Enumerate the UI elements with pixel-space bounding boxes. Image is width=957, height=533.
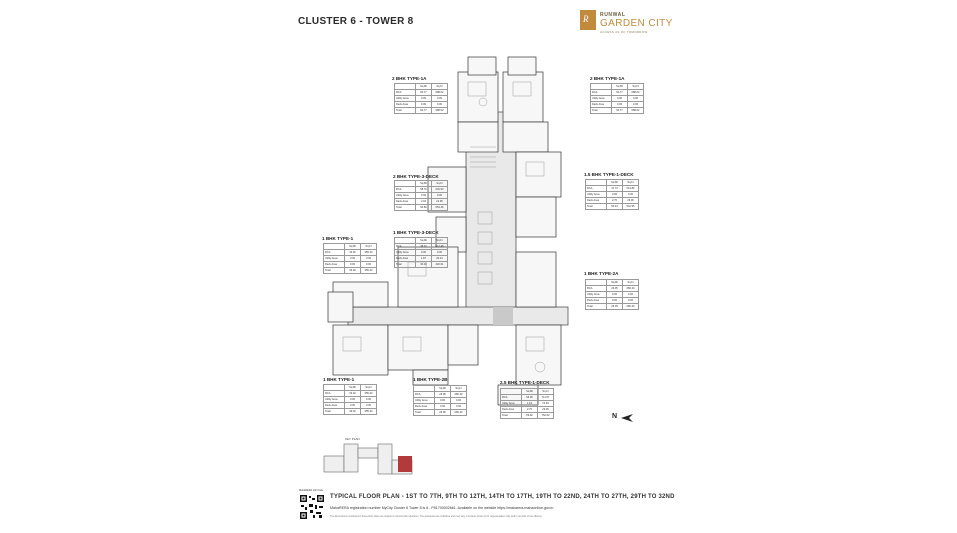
table-cell: Deck Area [414,404,435,410]
table-cell: Total [586,304,607,310]
table-cell: 60.77 [612,90,628,96]
brand-line-3: ACCESS AS OF TOMORROW [600,30,648,34]
table-cell: Total [586,204,607,210]
table-header: Sq.Mt [416,84,432,90]
table-cell: Sq.Mt [345,385,361,391]
unit-area-table [394,237,448,268]
table-cell: 688.02 [432,108,448,114]
table-cell: 0.00 [432,193,448,199]
table-cell: 2.04 [416,199,432,205]
table-cell: Sq.Ft [623,180,639,186]
unit-title: 1 BHK TYPE-1 [322,236,354,241]
table-cell: 38.32 [416,244,432,250]
table-cell: Sq.Mt [612,84,628,90]
table-cell: 432.61 [432,262,448,268]
table-cell: 355.43 [361,391,377,397]
table-cell: Deck Area [324,403,345,409]
floor-plan-drawing [318,52,588,432]
table-cell: Deck Area [395,199,416,205]
table-cell: Utility Area [501,401,522,407]
table-cell: Deck Area [501,407,522,413]
table-cell: 542.95 [623,204,639,210]
unit-area-table [394,180,448,211]
table-cell: Sq.Mt [435,386,451,392]
table-cell: 513.89 [623,186,639,192]
table-cell: Deck Area [395,102,416,108]
table-cell: RCA [324,391,345,397]
table-cell: 26.05 [607,286,623,292]
maharera-registration: MahaRERA registration number MyCity Cluster 6 Tower 8 is 8 - P51700002661. Available on the website https://maharera.mahaonline.gov.in [330,506,554,510]
page-title: CLUSTER 6 - TOWER 8 [298,16,414,27]
north-label: N [612,413,618,420]
table-cell: Sq.Ft [451,386,467,392]
table-cell: Total [395,205,416,211]
table-cell: 33.02 [345,250,361,256]
table-cell: Sq.Mt [345,244,361,250]
table-cell: 0.00 [435,398,451,404]
table-cell: 33.02 [345,409,361,415]
table-cell: Sq.Ft [361,244,377,250]
table-cell: Total [395,262,416,268]
unit-area-table [394,83,448,114]
table-cell: Sq.Ft [538,389,554,395]
table-cell: Total [324,409,345,415]
table-cell: 47.74 [607,186,623,192]
unit-title: 1 BHK TYPE-2B [413,377,448,382]
table-cell: 26.05 [435,410,451,416]
table-cell: 0.00 [607,292,623,298]
table-cell: Utility Area [395,250,416,256]
table-cell: 2.70 [522,407,538,413]
table-cell: Sq.Ft [623,280,639,286]
table-cell: 688.02 [628,90,644,96]
table-cell: 58.76 [416,187,432,193]
table-cell: Utility Area [591,96,612,102]
unit-title: 2.5 BHK TYPE-1-DECK [500,380,550,385]
table-cell: 1.87 [416,256,432,262]
table-cell: Sq.Mt [416,181,432,187]
table-cell: Sq.Mt [607,280,623,286]
key-plan-icon [322,438,422,482]
table-cell: RCA [586,286,607,292]
table-cell: Total [591,108,612,114]
table-cell: Utility Area [414,398,435,404]
unit-area-table [585,179,639,210]
table-cell: 29.06 [538,407,554,413]
table-cell: 0.00 [416,193,432,199]
table-cell: 355.43 [361,268,377,274]
table-cell: Sq.Mt [607,180,623,186]
table-cell: RCA [395,187,416,193]
unit-area-table [323,243,377,274]
table-cell: 0.00 [628,96,644,102]
brand-line-2: GARDEN CITY [600,18,673,29]
unit-area-table [500,388,554,419]
key-plan-label: KEY PLAN [345,437,360,441]
table-cell: Sq.Ft [432,238,448,244]
table-cell: 0.00 [451,404,467,410]
table-cell: 752.62 [538,413,554,419]
table-cell: RCA [586,186,607,192]
table-cell: Sq.Ft [432,181,448,187]
table-cell: 60.80 [416,205,432,211]
table-cell: 280.40 [451,410,467,416]
table-header: Sq.Ft [432,84,448,90]
qr-code-icon[interactable] [299,494,325,520]
table-cell: 0.00 [345,262,361,268]
table-cell: Total [395,108,416,114]
qr-label: MahaRERA QR Code [299,489,324,492]
table-cell: 0.00 [435,404,451,410]
unit-title: 2 BHK TYPE-1A [590,76,625,81]
table-cell: 688.02 [628,108,644,114]
table-cell: 355.43 [361,409,377,415]
table-cell: 0.00 [345,397,361,403]
table-cell: 60.77 [416,108,432,114]
table-cell: Utility Area [395,96,416,102]
table-cell: Total [414,410,435,416]
disclaimer: The dimensions mentioned in these floor plans are subject to construction tolerance. The area/sizes are indicative and may vary. Furniture shown is for representation only and is not part of the offering. [330,515,543,518]
table-cell: 1.16 [522,401,538,407]
table-cell: 2.70 [607,198,623,204]
unit-area-table [413,385,467,416]
table-cell: Deck Area [586,198,607,204]
table-cell: 280.40 [623,286,639,292]
table-cell: Utility Area [586,192,607,198]
table-cell: 0.00 [451,398,467,404]
unit-title: 1 BHK TYPE-1 [323,377,355,382]
table-cell: Utility Area [395,193,416,199]
table-cell: RCA [395,244,416,250]
table-cell: 40.19 [416,262,432,268]
table-cell: 26.05 [607,304,623,310]
table-cell: 632.50 [432,187,448,193]
table-cell: 0.00 [623,292,639,298]
table-cell: 20.13 [432,256,448,262]
table-cell: RCA [395,90,416,96]
table-cell: 711.07 [538,395,554,401]
table-cell: 0.00 [623,192,639,198]
table-cell: 26.05 [435,392,451,398]
table-cell: 50.44 [607,204,623,210]
table-cell: Deck Area [324,262,345,268]
table-cell: 0.00 [432,250,448,256]
table-cell: Deck Area [395,256,416,262]
table-cell: 280.40 [623,304,639,310]
table-cell: 66.06 [522,395,538,401]
typical-floor-plan-caption: TYPICAL FLOOR PLAN - 1ST TO 7TH, 9TH TO 12TH, 14TH TO 17TH, 19TH TO 22ND, 24TH TO 27TH, 29TH TO 32ND [330,494,675,500]
table-cell: 0.00 [607,298,623,304]
table-cell: RCA [501,395,522,401]
table-cell: Total [324,268,345,274]
table-cell: Sq.Ft [361,385,377,391]
table-cell: 0.00 [432,96,448,102]
table-cell: 60.77 [612,108,628,114]
unit-area-table [585,279,639,310]
table-cell: 69.92 [522,413,538,419]
table-cell: 21.96 [432,199,448,205]
unit-area-table [323,384,377,415]
table-cell: RCA [591,90,612,96]
table-cell: RCA [324,250,345,256]
brand-logo [580,8,690,38]
unit-title: 1 BHK TYPE-2A [584,271,619,276]
table-cell: 0.00 [416,96,432,102]
table-cell: 0.00 [623,298,639,304]
table-cell: 0.00 [416,102,432,108]
table-cell: Utility Area [586,292,607,298]
table-cell: 12.49 [538,401,554,407]
table-cell: 0.00 [361,262,377,268]
table-cell: 0.00 [628,102,644,108]
table-cell: Sq.Mt [416,238,432,244]
table-cell: 0.00 [612,96,628,102]
table-cell: 0.00 [345,256,361,262]
unit-title: 2 BHK TYPE-3-DECK [393,174,439,179]
table-cell: 0.00 [416,250,432,256]
table-cell: Sq.Ft [628,84,644,90]
table-cell: 29.06 [623,198,639,204]
unit-title: 1.5 BHK TYPE-1-DECK [584,172,634,177]
logo-mark: R [580,10,596,30]
table-cell: 0.00 [432,102,448,108]
table-cell: 280.40 [451,392,467,398]
table-cell: 33.02 [345,391,361,397]
table-cell: RCA [414,392,435,398]
table-cell: Deck Area [586,298,607,304]
table-cell: 33.02 [345,268,361,274]
unit-title: 1 BHK TYPE-3-DECK [393,230,439,235]
brand-line-1: RUNWAL [600,12,626,18]
table-cell: Sq.Mt [522,389,538,395]
table-cell: Utility Area [324,256,345,262]
north-arrow-icon [621,414,633,422]
table-cell: 412.48 [432,244,448,250]
table-cell: Total [501,413,522,419]
table-cell: Utility Area [324,397,345,403]
table-cell: 0.00 [361,256,377,262]
table-cell: 60.77 [416,90,432,96]
table-cell: 0.00 [345,403,361,409]
table-cell: 0.00 [361,403,377,409]
table-cell: 0.00 [607,192,623,198]
table-cell: 0.00 [612,102,628,108]
table-cell: 355.43 [361,250,377,256]
table-cell: 0.00 [361,397,377,403]
table-cell: 654.46 [432,205,448,211]
table-cell: 688.02 [432,90,448,96]
unit-area-table [590,83,644,114]
unit-title: 2 BHK TYPE-1A [392,76,427,81]
table-cell: Deck Area [591,102,612,108]
